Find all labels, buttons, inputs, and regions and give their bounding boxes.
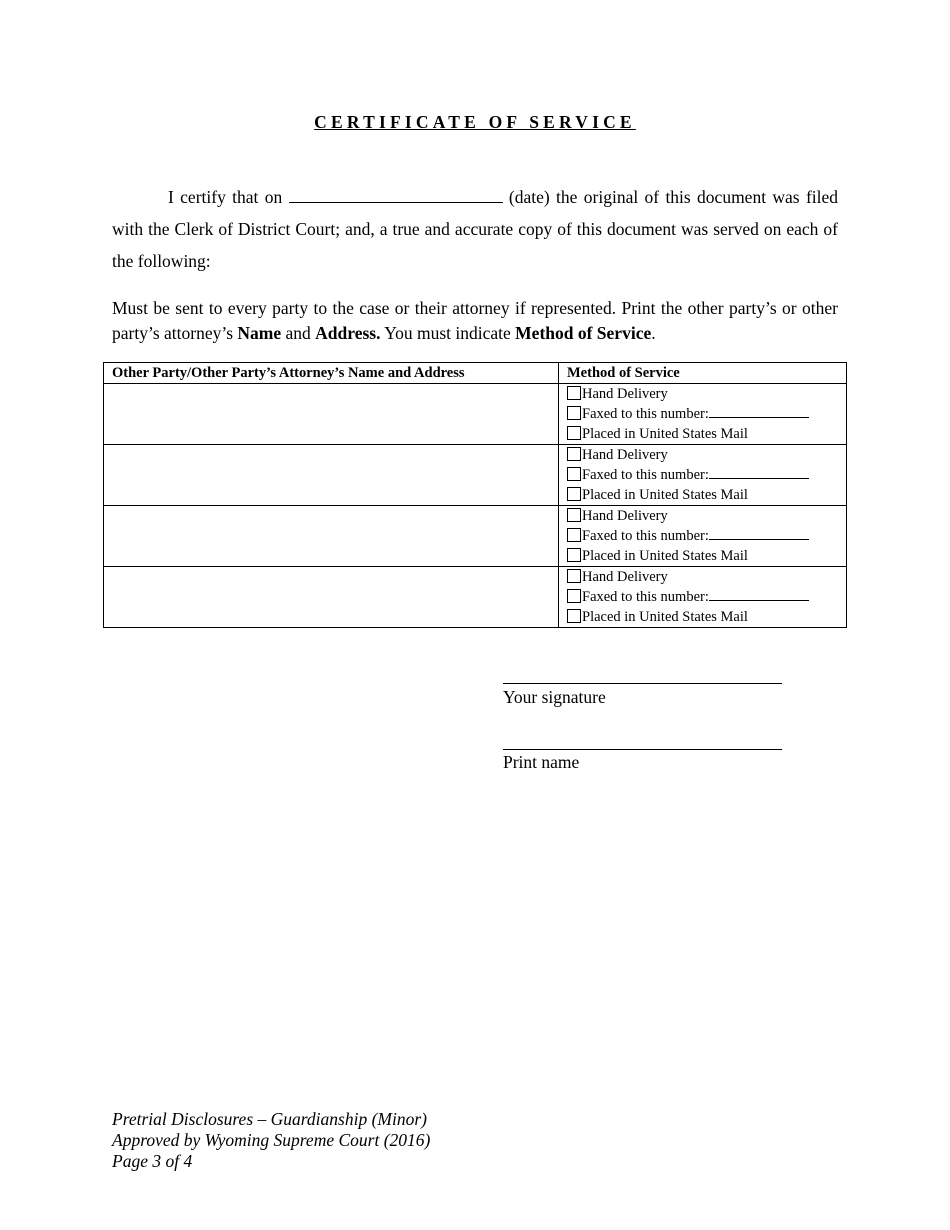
instructions-text-2: You must indicate [384, 323, 511, 343]
option-label: Faxed to this number: [582, 528, 709, 544]
option-fax[interactable] [567, 404, 846, 424]
header-name-address: Other Party/Other Party’s Attorney’s Name and Address [104, 363, 559, 384]
method-cell [559, 506, 847, 567]
option-hand-delivery[interactable] [567, 506, 846, 526]
option-label: Hand Delivery [582, 508, 668, 524]
mail-checkbox[interactable] [567, 548, 581, 562]
option-mail[interactable] [567, 607, 846, 627]
header-method: Method of Service [559, 363, 847, 384]
print-name-label: Print name [503, 752, 580, 772]
instructions-paragraph [112, 296, 838, 346]
print-name-line[interactable] [503, 749, 782, 750]
certify-text-before: I certify that on [168, 187, 283, 207]
instructions-method-bold: Method of Service [515, 323, 652, 343]
option-label: Hand Delivery [582, 447, 668, 463]
table-row [104, 445, 847, 506]
fax-number-blank[interactable] [709, 466, 809, 479]
option-label: Placed in United States Mail [582, 609, 748, 625]
option-mail[interactable] [567, 546, 846, 566]
instructions-period: . [651, 323, 656, 343]
instructions-text: Must be sent to every party to the case or their attorney if represented. Print the other party’s or other party’s attorney’s [112, 298, 838, 343]
fax-checkbox[interactable] [567, 528, 581, 542]
hand-delivery-checkbox[interactable] [567, 386, 581, 400]
fax-checkbox[interactable] [567, 589, 581, 603]
footer-approval: Approved by Wyoming Supreme Court (2016) [112, 1130, 431, 1150]
fax-checkbox[interactable] [567, 467, 581, 481]
table-row [104, 384, 847, 445]
certify-text-after: (date) the original of this document was filed with the Clerk of District Court; and, a true and accurate copy of this document was served on each of the following: [112, 187, 839, 271]
mail-checkbox[interactable] [567, 487, 581, 501]
instructions-address-bold: Address. [315, 323, 381, 343]
hand-delivery-checkbox[interactable] [567, 569, 581, 583]
fax-number-blank[interactable] [709, 588, 809, 601]
option-label: Faxed to this number: [582, 467, 709, 483]
instructions-name-bold: Name [237, 323, 282, 343]
name-address-cell[interactable] [104, 506, 559, 567]
certify-paragraph [112, 181, 838, 277]
option-label: Placed in United States Mail [582, 426, 748, 442]
service-table [103, 362, 847, 628]
footer-form-title: Pretrial Disclosures – Guardianship (Minor) [112, 1109, 427, 1129]
method-cell [559, 445, 847, 506]
table-row [104, 567, 847, 628]
name-address-cell[interactable] [104, 445, 559, 506]
option-fax[interactable] [567, 465, 846, 485]
name-address-cell[interactable] [104, 384, 559, 445]
mail-checkbox[interactable] [567, 426, 581, 440]
name-address-cell[interactable] [104, 567, 559, 628]
document-title: CERTIFICATE OF SERVICE [314, 112, 636, 132]
option-hand-delivery[interactable] [567, 384, 846, 404]
hand-delivery-checkbox[interactable] [567, 508, 581, 522]
option-label: Placed in United States Mail [582, 548, 748, 564]
method-cell [559, 384, 847, 445]
date-blank-field[interactable] [289, 186, 503, 203]
fax-checkbox[interactable] [567, 406, 581, 420]
option-label: Hand Delivery [582, 569, 668, 585]
option-hand-delivery[interactable] [567, 445, 846, 465]
option-label: Placed in United States Mail [582, 487, 748, 503]
option-fax[interactable] [567, 526, 846, 546]
fax-number-blank[interactable] [709, 527, 809, 540]
option-label: Hand Delivery [582, 386, 668, 402]
mail-checkbox[interactable] [567, 609, 581, 623]
option-fax[interactable] [567, 587, 846, 607]
page-footer [112, 1109, 430, 1172]
option-hand-delivery[interactable] [567, 567, 846, 587]
footer-page-number: Page 3 of 4 [112, 1151, 193, 1171]
option-label: Faxed to this number: [582, 589, 709, 605]
table-row [104, 506, 847, 567]
instructions-and: and [285, 323, 311, 343]
hand-delivery-checkbox[interactable] [567, 447, 581, 461]
option-mail[interactable] [567, 424, 846, 444]
signature-label: Your signature [503, 687, 606, 707]
table-header-row [104, 363, 847, 384]
fax-number-blank[interactable] [709, 405, 809, 418]
option-mail[interactable] [567, 485, 846, 505]
method-cell [559, 567, 847, 628]
option-label: Faxed to this number: [582, 406, 709, 422]
signature-line[interactable] [503, 683, 782, 684]
